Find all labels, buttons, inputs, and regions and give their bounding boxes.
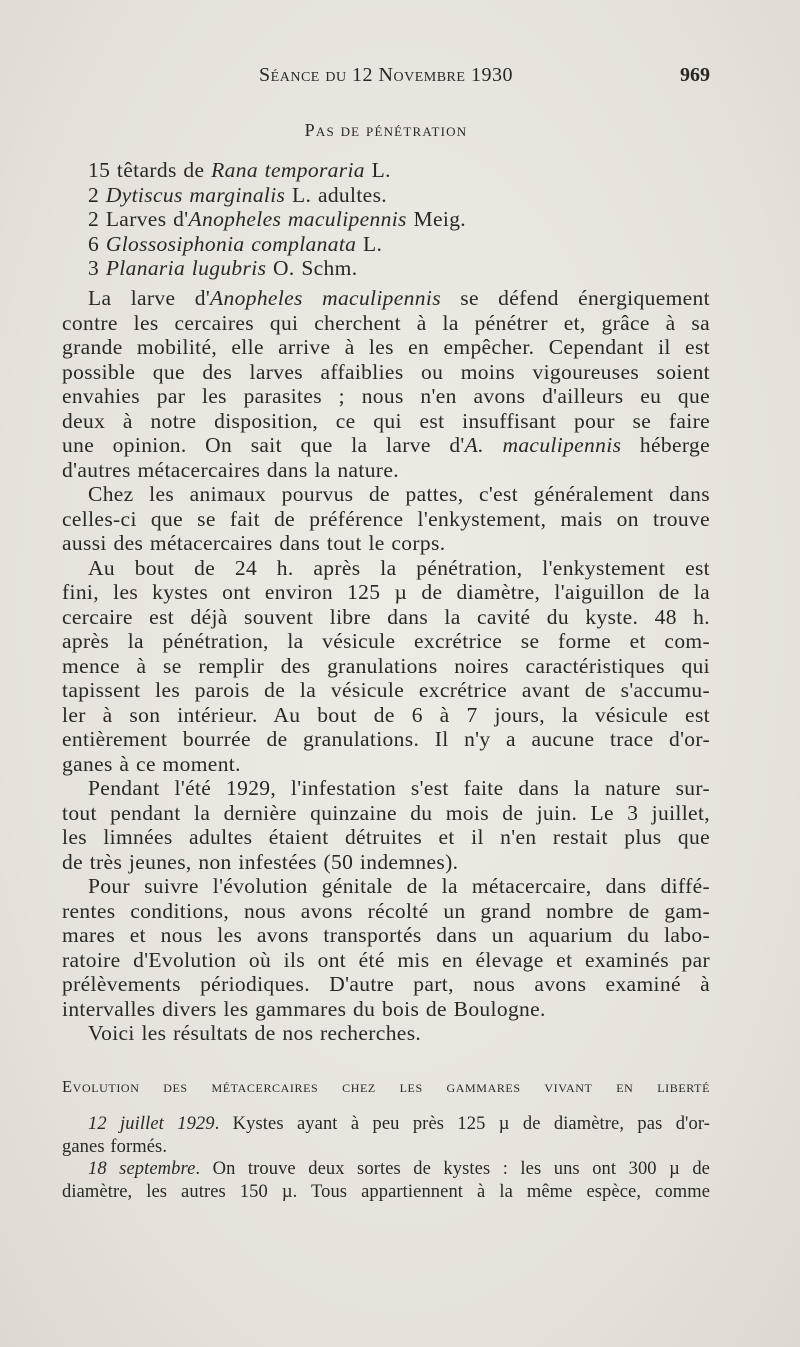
- body-line: entièrement bourrée de granulations. Il n'y a aucune trace d'or-: [62, 727, 710, 751]
- body-line: ganes à ce moment.: [62, 751, 241, 776]
- body-line: mares et nous les avons transportés dans un aquarium du labo-: [62, 923, 710, 947]
- body-line: après la pénétration, la vésicule excrétrice se forme et com-: [62, 629, 710, 653]
- body-line: Pour suivre l'évolution génitale de la métacercaire, dans diffé-: [88, 874, 710, 898]
- body-line: intervalles divers les gammares du bois de Boulogne.: [62, 996, 546, 1021]
- note-line: ganes formés.: [62, 1136, 168, 1157]
- body-line: deux à notre disposition, ce qui est insuffisant pour se faire: [62, 408, 710, 433]
- body-line: possible que des larves affaiblies ou moins vigoureuses soient: [62, 359, 710, 384]
- body-text: [62, 286, 710, 1046]
- list-item: 3 Planaria lugubris O. Schm.: [88, 256, 358, 280]
- body-line: rentes conditions, nous avons récolté un grand nombre de gam-: [62, 898, 710, 923]
- body-line: grande mobilité, elle arrive à les en empêcher. Cependant il est: [62, 335, 710, 359]
- body-line: ratoire d'Evolution où ils ont été mis en élevage et examinés par: [62, 947, 710, 972]
- body-line: prélèvements périodiques. D'autre part, nous avons examiné à: [62, 972, 710, 996]
- body-line: aussi des métacercaires dans tout le corps.: [62, 531, 446, 555]
- list-item: 15 têtards de Rana temporaria L.: [88, 158, 391, 182]
- host-list: [62, 158, 710, 281]
- body-line: Voici les résultats de nos recherches.: [88, 1021, 422, 1045]
- body-line: contre les cercaires qui cherchent à la pénétrer et, grâce à sa: [62, 310, 710, 335]
- list-item: 2 Larves d'Anopheles maculipennis Meig.: [88, 207, 467, 231]
- running-head: Séance du 12 Novembre 1930: [259, 64, 513, 86]
- page-number: 969: [680, 64, 710, 86]
- body-line: les limnées adultes étaient détruites et il n'en restait plus que: [62, 825, 710, 849]
- body-line: tout pendant la dernière quinzaine du mois de juin. Le 3 juillet,: [62, 800, 710, 825]
- body-line: celles-ci que se fait de préférence l'enkystement, mais on trouve: [62, 506, 710, 531]
- body-line: La larve d'Anopheles maculipennis se défend énergiquement: [88, 286, 710, 310]
- body-line: ler à son intérieur. Au bout de 6 à 7 jours, la vésicule est: [62, 702, 710, 727]
- body-line: d'autres métacercaires dans la nature.: [62, 457, 399, 482]
- section-title-no-penetration: Pas de pénétration: [304, 120, 468, 140]
- body-line: cercaire est déjà souvent libre dans la cavité du kyste. 48 h.: [62, 604, 710, 629]
- body-line: Pendant l'été 1929, l'infestation s'est faite dans la nature sur-: [88, 776, 710, 800]
- body-line: une opinion. On sait que la larve d'A. maculipennis héberge: [62, 433, 710, 457]
- body-line: Au bout de 24 h. après la pénétration, l'enkystement est: [88, 555, 710, 580]
- list-item: 2 Dytiscus marginalis L. adultes.: [88, 182, 388, 207]
- body-line: mence à se remplir des granulations noires caractéristiques qui: [62, 653, 710, 678]
- list-item: 6 Glossosiphonia complanata L.: [88, 231, 383, 256]
- section-title-evolution: Evolution des métacercaires chez les gammares vivant en liberté: [62, 1077, 710, 1096]
- page-header: [62, 64, 710, 94]
- body-line: fini, les kystes ont environ 125 µ de diamètre, l'aiguillon de la: [62, 580, 710, 604]
- body-line: tapissent les parois de la vésicule excrétrice avant de s'accumu-: [62, 678, 710, 702]
- note-line: 12 juillet 1929. Kystes ayant à peu près 125 µ de diamètre, pas d'or-: [88, 1114, 710, 1134]
- body-line: de très jeunes, non infestées (50 indemnes).: [62, 849, 459, 874]
- body-line: Chez les animaux pourvus de pattes, c'est généralement dans: [88, 482, 710, 506]
- note-line: diamètre, les autres 150 µ. Tous appartiennent à la même espèce, comme: [62, 1181, 710, 1202]
- body-line: envahies par les parasites ; nous n'en avons d'ailleurs eu que: [62, 384, 710, 408]
- note-line: 18 septembre. On trouve deux sortes de kystes : les uns ont 300 µ de: [88, 1159, 710, 1179]
- observation-notes: [62, 1113, 710, 1203]
